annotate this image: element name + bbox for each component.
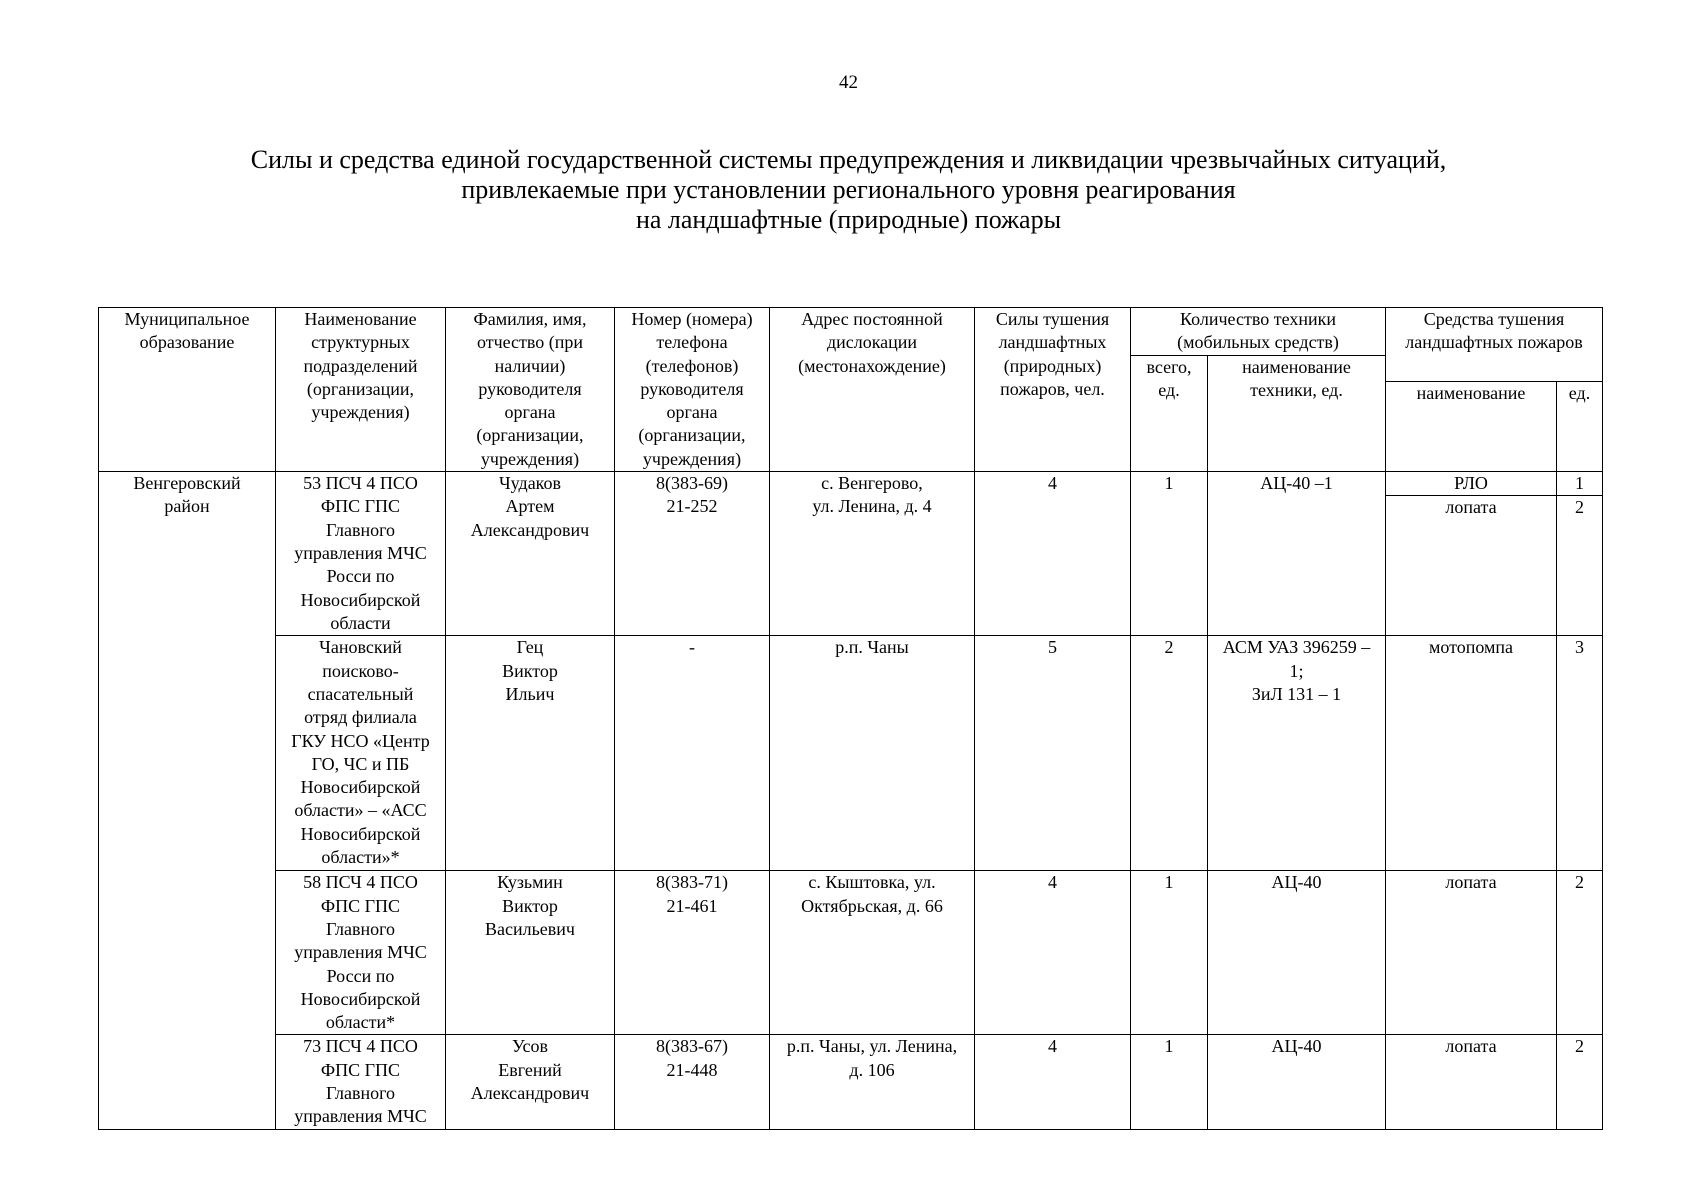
- means-qty-cell: 2: [1557, 496, 1603, 636]
- cell-line: управления МЧС: [294, 1106, 427, 1127]
- cell-line: район: [164, 496, 210, 517]
- cell-line: АСМ УАЗ 396259 –: [1222, 637, 1371, 658]
- phone-cell: [615, 1035, 770, 1129]
- cell-line: (организации,: [476, 425, 584, 446]
- cell-line: Главного: [325, 918, 396, 939]
- cell-line: р.п. Чаны, ул. Ленина,: [786, 1036, 958, 1057]
- means-name-cell: мотопомпа: [1386, 636, 1557, 871]
- cell-line: пожаров, чел.: [1000, 378, 1105, 399]
- unit-cell: [276, 472, 446, 636]
- cell-line: ЗиЛ 131 – 1: [1251, 683, 1342, 704]
- cell-line: Усов: [511, 1036, 549, 1057]
- cell-line: управления МЧС: [294, 942, 427, 963]
- cell-line: всего,: [1146, 356, 1192, 377]
- address-cell: [770, 871, 975, 1035]
- cell-line: ландшафтных: [998, 332, 1107, 353]
- address-cell: [770, 472, 975, 636]
- cell-line: Росси по: [326, 965, 395, 986]
- cell-line: Главного: [325, 519, 396, 540]
- cell-line: ФПС ГПС: [320, 1059, 401, 1080]
- cell-line: АЦ-40: [1271, 872, 1322, 893]
- cell-line: Кузьмин: [497, 872, 563, 893]
- cell-line: Евгений: [498, 1059, 562, 1080]
- phone-cell: [615, 636, 770, 871]
- means-qty-cell: 3: [1557, 636, 1603, 871]
- equipment-name-cell: [1208, 472, 1386, 636]
- cell-line: (организации,: [306, 378, 415, 399]
- header-means-group: [1386, 308, 1603, 382]
- page-number: 42: [839, 72, 858, 93]
- header-municipality: [99, 308, 276, 472]
- cell-line: с. Венгерово,: [821, 473, 923, 494]
- cell-line: Васильевич: [485, 918, 575, 939]
- head-cell: [446, 472, 615, 636]
- cell-line: (телефонов): [645, 355, 739, 376]
- cell-line: ГО, ЧС и ПБ: [311, 753, 410, 774]
- header-equipment-total: [1131, 355, 1208, 471]
- cell-line: 8(383-67): [656, 1036, 728, 1057]
- cell-line: наличии): [494, 355, 566, 376]
- document-title: [0, 145, 1697, 235]
- cell-line: Фамилия, имя,: [473, 309, 587, 329]
- table-body: [99, 472, 1603, 1130]
- cell-line: д. 106: [849, 1059, 895, 1080]
- cell-line: области*: [325, 1012, 396, 1033]
- cell-line: Наименование: [304, 309, 417, 329]
- cell-line: подразделений: [303, 355, 418, 376]
- cell-line: Адрес постоянной: [801, 309, 943, 329]
- header-equipment-group: [1131, 308, 1386, 356]
- unit-cell: [276, 871, 446, 1035]
- cell-line: учреждения): [642, 448, 742, 469]
- cell-line: (организации,: [638, 425, 746, 446]
- cell-line: 21-461: [666, 895, 718, 916]
- forces-cell: 4: [975, 1035, 1131, 1129]
- municipality-cell: [99, 472, 276, 1130]
- cell-line: (мобильных средств): [1177, 332, 1339, 353]
- forces-table: [98, 307, 1603, 1130]
- cell-line: ГКУ НСО «Центр: [291, 730, 430, 751]
- cell-line: органа: [666, 402, 718, 423]
- cell-line: 21-448: [666, 1059, 718, 1080]
- cell-line: 73 ПСЧ 4 ПСО: [303, 1036, 418, 1057]
- cell-line: управления МЧС: [294, 542, 427, 563]
- cell-line: 1;: [1289, 660, 1304, 681]
- cell-line: поисково-: [322, 660, 399, 681]
- cell-line: 58 ПСЧ 4 ПСО: [303, 872, 418, 893]
- cell-line: 8(383-71): [656, 872, 728, 893]
- unit-cell: [276, 1035, 446, 1129]
- cell-line: 53 ПСЧ 4 ПСО: [303, 473, 418, 494]
- table-header: [99, 308, 1603, 472]
- cell-line: Александрович: [470, 519, 590, 540]
- cell-line: 8(383-69): [656, 473, 728, 494]
- cell-line: Росси по: [326, 566, 395, 587]
- cell-line: АЦ-40: [1271, 1036, 1322, 1057]
- cell-line: Средства тушения: [1423, 309, 1565, 329]
- header-head-name: [446, 308, 615, 472]
- cell-line: Виктор: [502, 660, 558, 681]
- means-name-cell: лопата: [1386, 496, 1557, 636]
- cell-line: Александрович: [470, 1083, 590, 1104]
- cell-line: (природных): [1003, 355, 1102, 376]
- cell-line: Количество техники: [1180, 309, 1336, 329]
- title-line-3: на ландшафтные (природные) пожары: [635, 205, 1062, 234]
- cell-line: руководителя: [478, 378, 582, 399]
- equipment-total-cell: 1: [1131, 472, 1208, 636]
- header-unit-name: [276, 308, 446, 472]
- address-cell: [770, 1035, 975, 1129]
- cell-line: Артем: [505, 496, 555, 517]
- cell-line: Октябрьская, д. 66: [801, 895, 943, 916]
- cell-line: Номер (номера): [631, 309, 753, 329]
- means-qty-cell: 2: [1557, 1035, 1603, 1129]
- means-qty-cell: 2: [1557, 871, 1603, 1035]
- cell-line: ландшафтных пожаров: [1405, 332, 1583, 353]
- cell-line: Главного: [325, 1083, 396, 1104]
- cell-line: ФПС ГПС: [320, 496, 401, 517]
- cell-line: Гец: [516, 637, 544, 658]
- cell-line: Виктор: [502, 895, 558, 916]
- cell-line: ФПС ГПС: [320, 895, 401, 916]
- cell-line: АЦ-40 –1: [1260, 473, 1333, 494]
- cell-line: Новосибирской: [300, 777, 421, 798]
- cell-line: Муниципальное: [124, 309, 250, 329]
- table-row: [99, 472, 1603, 496]
- cell-line: р.п. Чаны: [835, 637, 909, 658]
- title-line-1: Силы и средства единой государственной системы предупреждения и ликвидации чрезвычайных ситуаций,: [250, 145, 1447, 174]
- equipment-name-cell: [1208, 871, 1386, 1035]
- table-row: [99, 636, 1603, 871]
- cell-line: руководителя: [640, 378, 744, 399]
- cell-line: наименование: [1242, 356, 1351, 377]
- equipment-total-cell: 1: [1131, 871, 1208, 1035]
- cell-line: Венгеровский: [133, 473, 241, 494]
- cell-line: (местонахождение): [798, 355, 946, 376]
- cell-line: учреждения): [480, 448, 580, 469]
- header-means-name: [1386, 382, 1557, 472]
- cell-line: ед.: [1568, 383, 1591, 404]
- cell-line: учреждения): [311, 402, 410, 423]
- cell-line: Чудаков: [498, 473, 562, 494]
- means-name-cell: лопата: [1386, 871, 1557, 1035]
- cell-line: Силы тушения: [995, 309, 1110, 329]
- cell-line: отряд филиала: [304, 707, 417, 728]
- cell-line: образование: [139, 332, 235, 353]
- cell-line: области» – «АСС: [294, 800, 427, 821]
- means-name-cell: РЛО: [1386, 472, 1557, 496]
- cell-line: дислокации: [826, 332, 918, 353]
- table-row: [99, 1035, 1603, 1129]
- forces-cell: 5: [975, 636, 1131, 871]
- header-address: [770, 308, 975, 472]
- cell-line: Новосибирской: [300, 823, 421, 844]
- cell-line: Новосибирской: [300, 988, 421, 1009]
- cell-line: отчество (при: [476, 332, 584, 353]
- phone-cell: [615, 472, 770, 636]
- cell-line: 21-252: [666, 496, 718, 517]
- cell-line: наименование: [1416, 383, 1526, 404]
- header-equipment-name: [1208, 355, 1386, 471]
- equipment-name-cell: [1208, 636, 1386, 871]
- unit-cell: [276, 636, 446, 871]
- cell-line: техники, ед.: [1250, 379, 1343, 400]
- header-forces: [975, 308, 1131, 472]
- cell-line: органа: [504, 402, 556, 423]
- cell-line: Чановский: [319, 637, 402, 658]
- address-cell: [770, 636, 975, 871]
- header-means-qty: [1557, 382, 1603, 472]
- equipment-total-cell: 1: [1131, 1035, 1208, 1129]
- cell-line: телефона: [656, 332, 728, 353]
- head-cell: [446, 1035, 615, 1129]
- forces-cell: 4: [975, 871, 1131, 1035]
- cell-line: Ильич: [505, 683, 555, 704]
- cell-line: области»*: [321, 847, 400, 868]
- title-line-2: привлекаемые при установлении регионального уровня реагирования: [461, 175, 1236, 204]
- header-phone: [615, 308, 770, 472]
- cell-line: области: [330, 612, 391, 633]
- cell-line: -: [689, 637, 695, 658]
- means-qty-cell: 1: [1557, 472, 1603, 496]
- equipment-total-cell: 2: [1131, 636, 1208, 871]
- cell-line: ед.: [1158, 379, 1180, 400]
- cell-line: спасательный: [307, 683, 414, 704]
- table-row: [99, 871, 1603, 1035]
- head-cell: [446, 636, 615, 871]
- cell-line: Новосибирской: [300, 589, 421, 610]
- means-name-cell: лопата: [1386, 1035, 1557, 1129]
- phone-cell: [615, 871, 770, 1035]
- cell-line: ул. Ленина, д. 4: [812, 496, 932, 517]
- cell-line: структурных: [311, 332, 410, 353]
- head-cell: [446, 871, 615, 1035]
- forces-cell: 4: [975, 472, 1131, 636]
- cell-line: с. Кыштовка, ул.: [808, 872, 936, 893]
- equipment-name-cell: [1208, 1035, 1386, 1129]
